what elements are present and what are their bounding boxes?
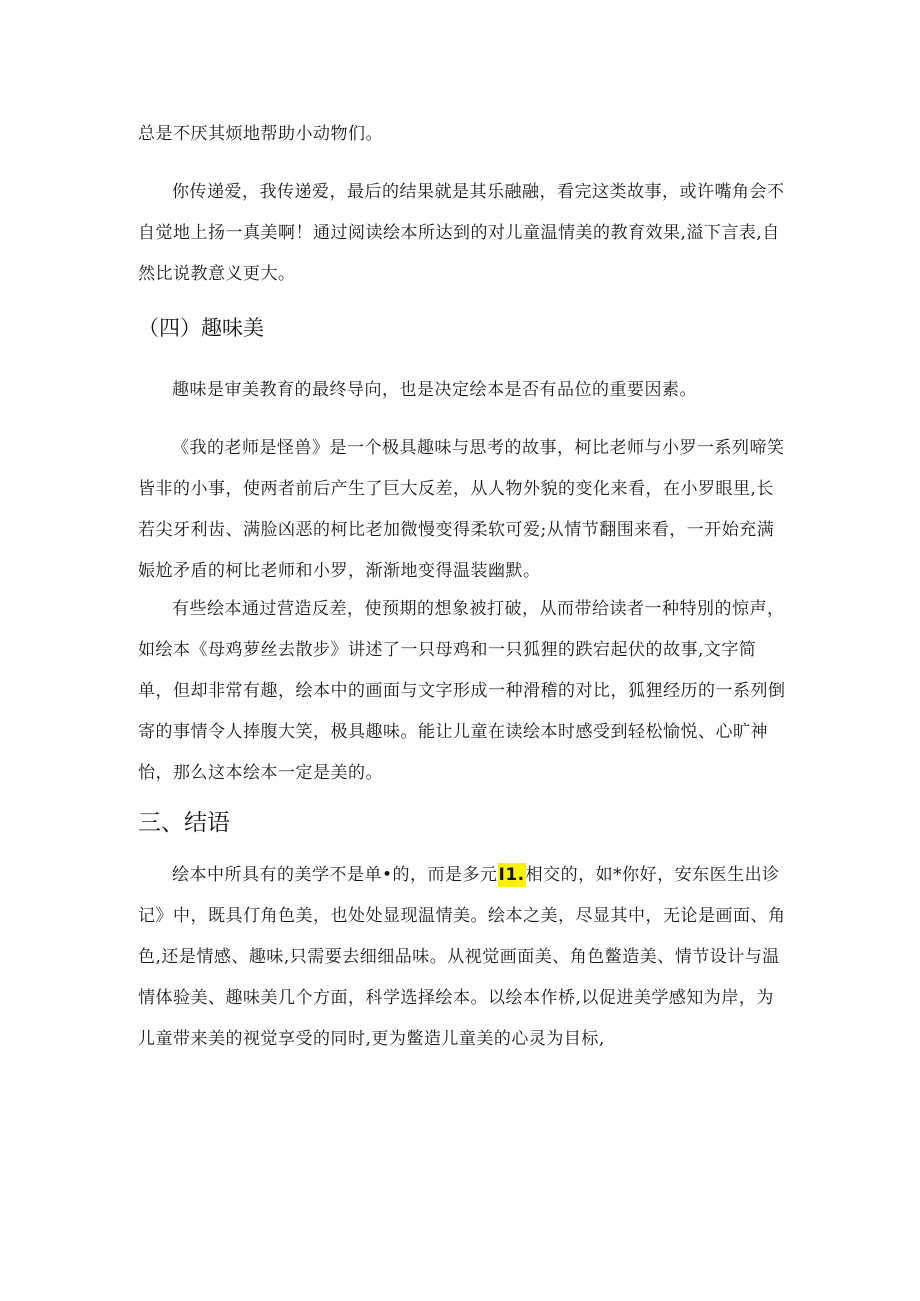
paragraph-warmth-effect: 你传递爱，我传递爱，最后的结果就是其乐融融，看完这类故事，或许嘴角会不自觉地上扬一真美啊！通过阅读绘本所达到的对儿童温情美的教育效果,溢下言表,自然比说教意义更大。 — [138, 182, 785, 284]
section-heading-fun-beauty: （四）趣味美 — [138, 316, 264, 340]
highlighted-marker: I1. — [498, 865, 525, 885]
paragraph-continuation: 总是不厌其烦地帮助小动物们。 — [138, 124, 383, 144]
paragraph-monster-teacher: 《我的老师是怪兽》是一个极具趣味与思考的故事，柯比老师与小罗一系列啼笑皆非的小事，使两者前后产生了巨大反差，从人物外貌的变化来看，在小罗眼里,长若尖牙利齿、满脸凶恶的柯比老加微慢变得柔软可爱;从情节翻围来看，一开始充满娠尬矛盾的柯比老师和小罗，渐渐地变得温装幽默。 — [138, 438, 785, 581]
paragraph-conclusion — [138, 855, 788, 1060]
paragraph-fun-intro: 趣味是审美教育的最终导向，也是决定绘本是否有品位的重要因素。 — [172, 380, 697, 400]
paragraph-rosie-walk: 有些绘本通过营造反差，使预期的想象被打破，从而带给读者一种特別的惊声，如绘本《母鸡萝丝去散步》讲述了一只母鸡和一只狐狸的跌宕起伏的故事,文字简单，但却非常有趣，绘本中的画面与文字形成一种滑稽的对比，狐狸经历的一系列倒寄的事情令人捧腹大笑，极具趣味。能让儿童在读绘本时感受到轻松愉悦、心旷神怡，那么这本绘本一定是美的。 — [138, 599, 786, 783]
conclusion-text-start: 绘本中所具有的美学不是单•的，而是多元 — [172, 865, 498, 885]
conclusion-text-rest: 相交的，如*你好，安东医生出诊记》中，既具仃角色美，也处处显现温情美。绘本之美，尽显其中，无论是画面、角色,还是情感、趣味,只需要去细细品味。从视觉画面美、角色鳖造美、情节设计与温情体验美、趣味美几个方面，科学选择绘本。以绘本作桥,以促进美学感知为岸，为儿童带来美的视觉享受的同时,更为鳖造儿童美的心灵为目标, — [138, 865, 786, 1049]
section-heading-conclusion: 三、结语 — [138, 810, 230, 836]
